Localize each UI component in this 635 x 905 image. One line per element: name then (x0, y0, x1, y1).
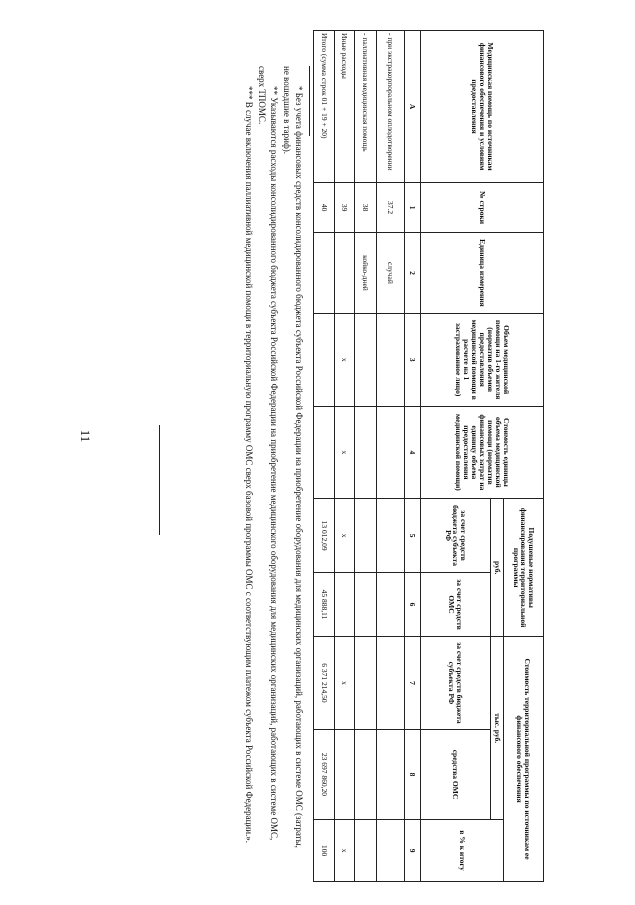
cell-unit-cost (377, 406, 405, 499)
table-row (377, 31, 405, 882)
column-numbers-row (405, 31, 421, 882)
header-col-4: Стоимость единицы объема медицинской помощи (норматив финансовых затрат на единицу объема предоставления медицинской помощи) (421, 406, 544, 499)
row-label: Иные расходы (335, 31, 355, 183)
cell-cost-oms (377, 729, 405, 819)
cell-percent: х (335, 820, 355, 882)
cell-cost-oms (355, 729, 377, 819)
cell-cost-budget (377, 637, 405, 730)
cell-norm-oms (377, 572, 405, 636)
footnote-2: ** Указываются расходы консолидированного бюджета субъекта Российской Федерации на приобретение медицинского оборудования для медицинских организаций, работающих в системе ОМС, сверх ТПОМС. (256, 66, 280, 841)
header-col-a: Медицинская помощь по источникам финансового обеспечения и условиям предоставления (421, 31, 544, 183)
cell-volume: х (335, 313, 355, 406)
table-row (355, 31, 377, 882)
table-row-total (314, 31, 335, 882)
cell-percent (355, 820, 377, 882)
cell-norm-budget (355, 499, 377, 573)
cell-norm-oms: 45 888,11 (314, 572, 335, 636)
row-number: 39 (335, 183, 355, 233)
cell-unit-cost (355, 406, 377, 499)
cell-unit-cost (314, 406, 335, 499)
colnum: 1 (405, 183, 421, 233)
colnum: 2 (405, 233, 421, 314)
colnum: 7 (405, 637, 421, 730)
cell-cost-oms: 23 697 860,20 (314, 729, 335, 819)
footnote-1: * Без учета финансовых средств консолидированного бюджета субъекта Российской Федерации на приобретение оборудования для медицинских организаций, работающих в системе ОМС (затраты, не вошедшие в тариф). (281, 66, 304, 848)
program-cost-table (313, 30, 544, 882)
cell-norm-oms (355, 572, 377, 636)
row-unit: случай (377, 233, 405, 314)
cell-norm-budget (377, 499, 405, 573)
colnum: 4 (405, 406, 421, 499)
colnum: 3 (405, 313, 421, 406)
cell-unit-cost: х (335, 406, 355, 499)
row-number: 37.2 (377, 183, 405, 233)
row-unit: койко-дней (355, 233, 377, 314)
header-col-8: средства ОМС (421, 729, 491, 819)
end-rule (159, 425, 160, 535)
cell-percent (377, 820, 405, 882)
colnum: 6 (405, 572, 421, 636)
header-col-9: в % к итогу (421, 820, 504, 882)
row-unit (335, 233, 355, 314)
row-label: - при экстракорпоральном оплодотворении (377, 31, 405, 183)
cell-norm-budget: х (335, 499, 355, 573)
header-col-5: за счет средств бюджета субъекта РФ (421, 499, 491, 573)
header-unit-thous: тыс. руб. (491, 637, 504, 820)
table-row (335, 31, 355, 882)
cell-volume (314, 313, 335, 406)
cell-percent: 100 (314, 820, 335, 882)
cell-norm-budget: 13 012,09 (314, 499, 335, 573)
colnum: 9 (405, 820, 421, 882)
footnote-3: *** В случае включения паллиативной медицинской помощи в территориальную программу ОМС сверх базовой программы ОМС с соответствующим платежом субъекта Российской Федерации.». (244, 86, 255, 844)
header-col-6: за счет средств ОМС (421, 572, 491, 636)
row-label: Итого (сумма строк 01 + 19 + 20) (314, 31, 335, 183)
colnum: А (405, 31, 421, 183)
cell-cost-oms (335, 729, 355, 819)
header-group-norm: Подушевые нормативы финансирования территориальной программы (504, 499, 544, 637)
header-unit-rub: руб. (491, 499, 504, 637)
header-col-3: Объем медицинской помощи на 1-го жителя (норматив объемов предоставления медицинской помощи в расчете на 1 застрахованное лицо) (421, 313, 544, 406)
header-group-cost: Стоимость территориальной программы по источникам ее финансового обеспечения (504, 637, 544, 882)
cell-volume (355, 313, 377, 406)
row-number: 40 (314, 183, 335, 233)
row-number: 38 (355, 183, 377, 233)
cell-norm-oms (335, 572, 355, 636)
header-col-1: № строки (421, 183, 544, 233)
footnotes (243, 66, 305, 856)
cell-cost-budget: 6 371 214,50 (314, 637, 335, 730)
cell-cost-budget: х (335, 637, 355, 730)
colnum: 5 (405, 499, 421, 573)
cell-cost-budget (355, 637, 377, 730)
row-unit (314, 233, 335, 314)
row-label: - паллиативная медицинская помощь (355, 31, 377, 183)
cell-volume (377, 313, 405, 406)
header-col-2: Единица измерения (421, 233, 544, 314)
colnum: 8 (405, 729, 421, 819)
footnote-rule (309, 66, 310, 136)
header-col-7: за счет средств бюджета субъекта РФ (421, 637, 491, 730)
page-number: 11 (78, 429, 93, 443)
